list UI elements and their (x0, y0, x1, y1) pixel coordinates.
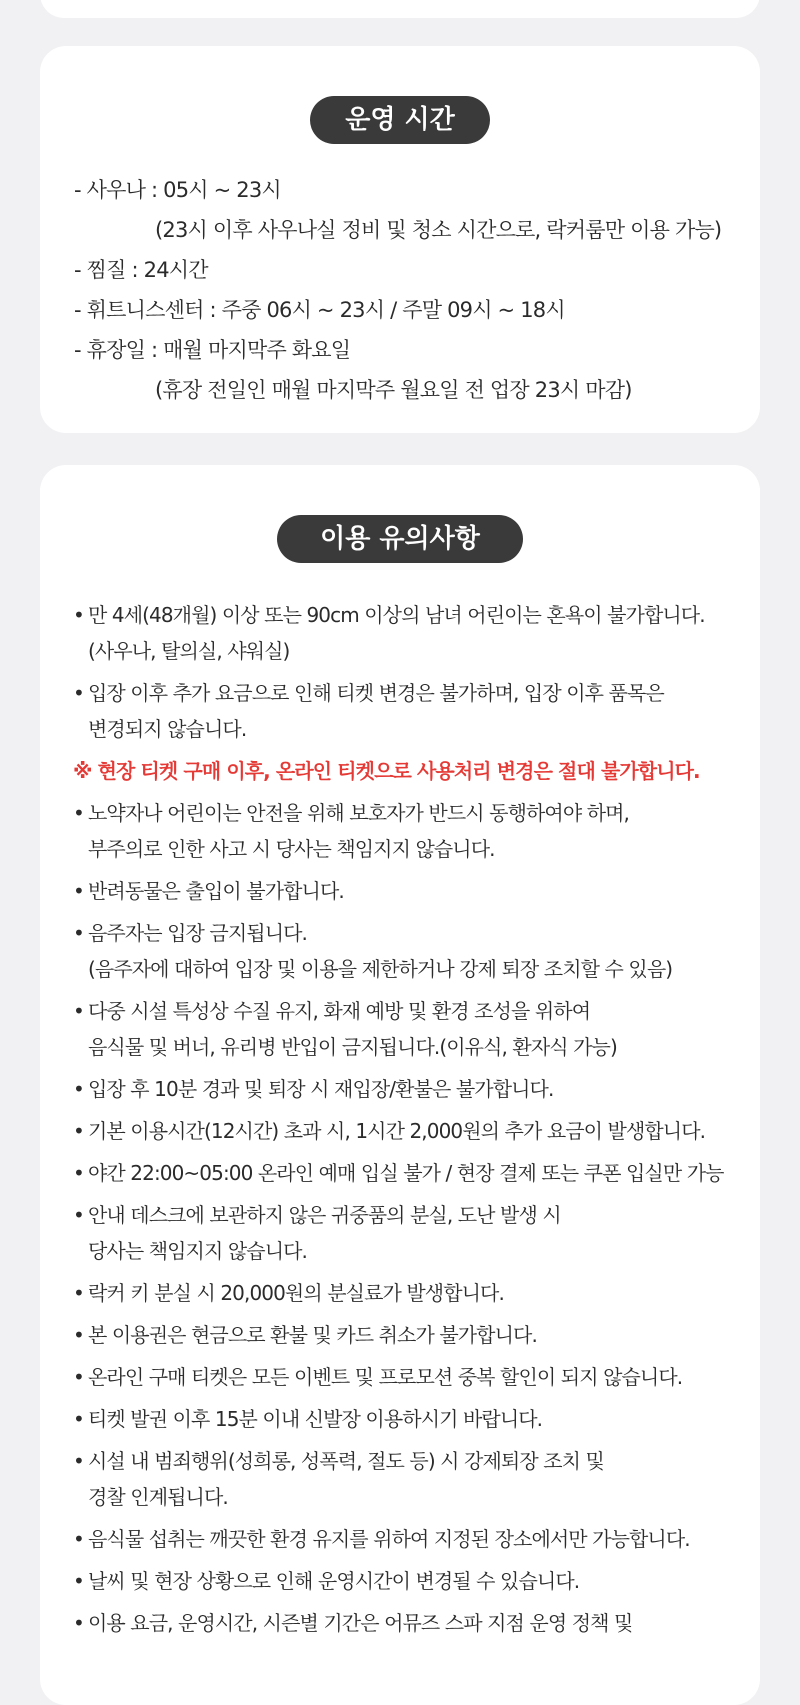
bullet-icon: • (73, 1527, 84, 1551)
notice-item (73, 1155, 760, 1191)
notice-text: 시설 내 범죄행위(성희롱, 성폭력, 절도 등) 시 강제퇴장 조치 및 (88, 1449, 604, 1473)
notice-text: 음주자는 입장 금지됩니다. (88, 921, 307, 945)
bullet-icon: • (73, 1281, 84, 1305)
notice-subtext: 변경되지 않습니다. (88, 717, 247, 741)
operating-hours-list (74, 170, 740, 410)
notice-item (73, 993, 760, 1065)
notice-text: 반려동물은 출입이 불가합니다. (88, 879, 344, 903)
notice-text: 입장 이후 추가 요금으로 인해 티켓 변경은 불가하며, 입장 이후 품목은 (88, 681, 664, 705)
notice-item (73, 1197, 760, 1269)
previous-card (40, 0, 760, 18)
bullet-icon: • (73, 1569, 84, 1593)
bullet-icon: • (73, 1365, 84, 1389)
bullet-icon: • (73, 999, 84, 1023)
operating-hours-card (40, 46, 760, 433)
bullet-icon: • (73, 1323, 84, 1347)
notice-text: 날씨 및 현장 상황으로 인해 운영시간이 변경될 수 있습니다. (88, 1569, 580, 1593)
notice-subtext: 음식물 및 버너, 유리병 반입이 금지됩니다.(이유식, 환자식 가능) (88, 1035, 617, 1059)
notice-item (73, 795, 760, 867)
notice-item (73, 675, 760, 747)
notice-text: 본 이용권은 현금으로 환불 및 카드 취소가 불가합니다. (88, 1323, 537, 1347)
notice-text: 락커 키 분실 시 20,000원의 분실료가 발생합니다. (88, 1281, 504, 1305)
notice-item (73, 1401, 760, 1437)
notice-item (73, 1521, 760, 1557)
hours-sauna-note: (23시 이후 사우나실 정비 및 청소 시간으로, 락커룸만 이용 가능) (155, 218, 722, 242)
notice-text: 음식물 섭취는 깨끗한 환경 유지를 위하여 지정된 장소에서만 가능합니다. (88, 1527, 690, 1551)
notice-text: 만 4세(48개월) 이상 또는 90cm 이상의 남녀 어린이는 혼욕이 불가합니다. (88, 603, 705, 627)
bullet-icon: • (73, 801, 84, 825)
hours-jjimjil: - 찜질 : 24시간 (74, 258, 208, 282)
notice-subtext: (사우나, 탈의실, 샤워실) (88, 639, 290, 663)
hours-closed-day-note: (휴장 전일인 매월 마지막주 월요일 전 업장 23시 마감) (155, 378, 632, 402)
bullet-icon: • (73, 921, 84, 945)
notice-text: 다중 시설 특성상 수질 유지, 화재 예방 및 환경 조성을 위하여 (88, 999, 591, 1023)
operating-hours-title: 운영 시간 (310, 96, 490, 144)
bullet-icon: • (73, 1077, 84, 1101)
notice-item (73, 1113, 760, 1149)
notice-text: 이용 요금, 운영시간, 시즌별 기간은 어뮤즈 스파 지점 운영 정책 및 (88, 1611, 633, 1635)
notice-item (73, 597, 760, 669)
hours-sauna: - 사우나 : 05시 ~ 23시 (74, 178, 281, 202)
usage-notice-card (40, 465, 760, 1705)
notice-text: 기본 이용시간(12시간) 초과 시, 1시간 2,000원의 추가 요금이 발생합니다. (88, 1119, 706, 1143)
bullet-icon: • (73, 1407, 84, 1431)
notice-item (73, 1275, 760, 1311)
bullet-icon: • (73, 1611, 84, 1635)
notice-item (73, 1359, 760, 1395)
bullet-icon: • (73, 1449, 84, 1473)
notice-text: 온라인 구매 티켓은 모든 이벤트 및 프로모션 중복 할인이 되지 않습니다. (88, 1365, 683, 1389)
hours-closed-day: - 휴장일 : 매월 마지막주 화요일 (74, 338, 351, 362)
usage-notice-title: 이용 유의사항 (277, 515, 523, 563)
notice-subtext: 당사는 책임지지 않습니다. (88, 1239, 307, 1263)
notice-item (73, 1605, 760, 1641)
notice-text: 입장 후 10분 경과 및 퇴장 시 재입장/환불은 불가합니다. (88, 1077, 554, 1101)
bullet-icon: • (73, 879, 84, 903)
notice-item (73, 915, 760, 987)
bullet-icon: • (73, 1119, 84, 1143)
notice-text: 티켓 발권 이후 15분 이내 신발장 이용하시기 바랍니다. (88, 1407, 543, 1431)
notice-item (73, 1317, 760, 1353)
bullet-icon: • (73, 681, 84, 705)
bullet-icon: • (73, 1203, 84, 1227)
notice-subtext: (음주자에 대하여 입장 및 이용을 제한하거나 강제 퇴장 조치할 수 있음) (88, 957, 673, 981)
notice-item (73, 1443, 760, 1515)
notice-item (73, 1563, 760, 1599)
notice-subtext: 경찰 인계됩니다. (88, 1485, 228, 1509)
usage-notice-list (73, 597, 760, 1647)
notice-item (73, 1071, 760, 1107)
warning-notice: ※ 현장 티켓 구매 이후, 온라인 티켓으로 사용처리 변경은 절대 불가합니다. (73, 759, 700, 783)
notice-item (73, 873, 760, 909)
notice-text: 안내 데스크에 보관하지 않은 귀중품의 분실, 도난 발생 시 (88, 1203, 561, 1227)
notice-text: 야간 22:00~05:00 온라인 예매 입실 불가 / 현장 결제 또는 쿠폰 입실만 가능 (88, 1161, 724, 1185)
bullet-icon: • (73, 1161, 84, 1185)
hours-fitness: - 휘트니스센터 : 주중 06시 ~ 23시 / 주말 09시 ~ 18시 (74, 298, 565, 322)
notice-subtext: 부주의로 인한 사고 시 당사는 책임지지 않습니다. (88, 837, 495, 861)
notice-text: 노약자나 어린이는 안전을 위해 보호자가 반드시 동행하여야 하며, (88, 801, 629, 825)
bullet-icon: • (73, 603, 84, 627)
